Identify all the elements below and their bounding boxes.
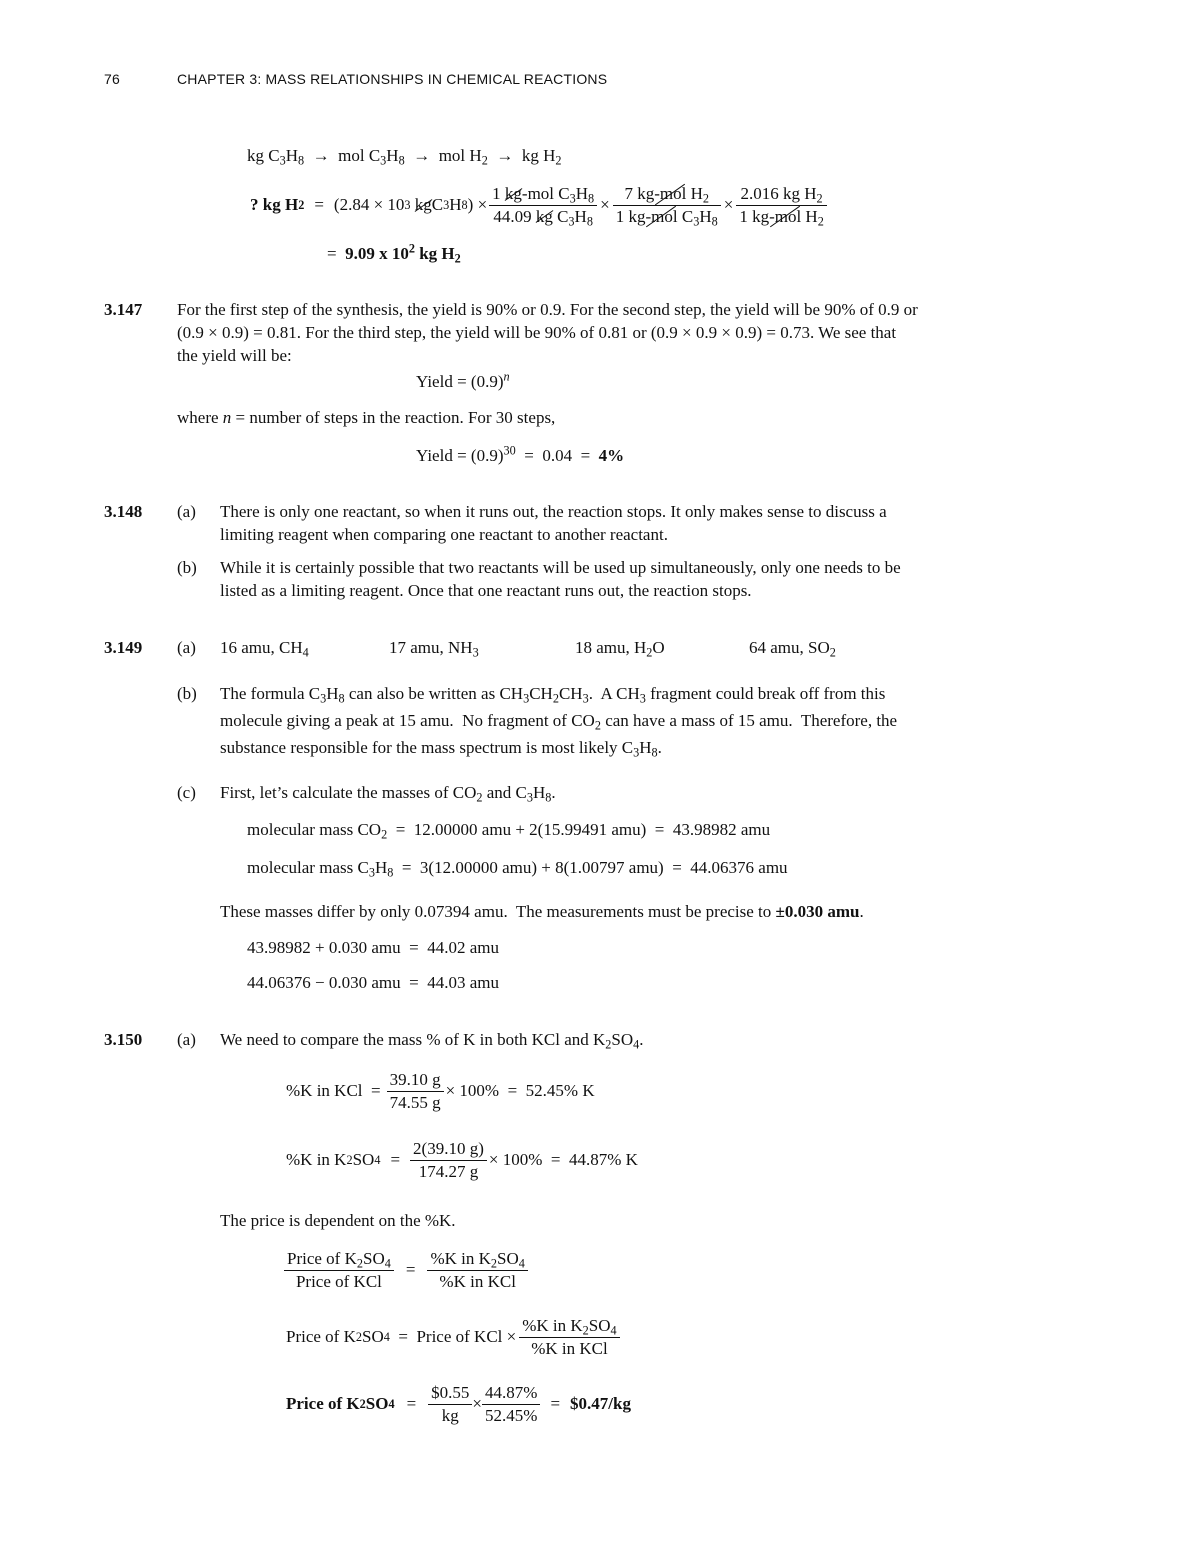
p150-intro: We need to compare the mass % of K in both KCl and $K_2SO_4$. [220, 1030, 644, 1052]
fraction-1: $\frac{1 kg-mol C_3H_8}{44.09 kg C_3H_8}$ [489, 183, 597, 227]
conversion-answer: = 9.09 x $10^2$ kg $H_2$ [327, 241, 461, 266]
problem-number-3-150: 3.150 [104, 1030, 143, 1049]
molecular-mass-c3h8: molecular mass $C_3H_8 = 3(12.00000$ amu) + 8(1.00797 amu) = 44.06376 amu [247, 858, 788, 880]
molecular-mass-co2: molecular mass $CO_2 = 12.00000$ amu + 2(15.99491 amu) = 43.98982 amu [247, 820, 771, 842]
p147-line-3: the yield will be: [177, 346, 292, 365]
yield-result: Yield = $(0.9)^{30} = 0.04 = 4\%$ [416, 443, 625, 465]
percent-k-kcl: %K in KCl = $\frac{39.10 g}{74.55 g}$ × 100% = 52.45% K [286, 1070, 595, 1112]
p149-a-label: (a) [177, 638, 196, 657]
price-answer: Price of K 2 SO 4 = $\frac{\$0.55}{kg}$ × $\frac{44.87\%}{52.45\%}$ = $0.47 /kg [286, 1383, 631, 1425]
problem-number-3-147: 3.147 [104, 300, 143, 319]
conversion-equation: ? kg H 2 = (2.84 × 10 3 kg C 3 H 8 ) × $\frac{1 kg-mol C_3H_8}{44.09 kg C_3H_8}$ × $\frac{7 kg-mol H_2}{1 kg-mol C_3H_8}$ × $\frac{2.016 kg H_2}{1 kg-mol H_2}$ [250, 180, 827, 230]
p149-b-line-2: molecule giving a peak at 15 amu. No fragment of $CO_2$ can have a mass of 15 amu. Therefore, the [220, 711, 898, 733]
mass-item-h2o: 18 amu, $H_2O$ [575, 638, 665, 660]
range-2: 44.06376 − 0.030 amu = 44.03 amu [247, 973, 499, 992]
p148-a-line-1: There is only one reactant, so when it runs out, the reaction stops. It only makes sense to discuss a [220, 502, 887, 521]
chapter-title: CHAPTER 3: MASS RELATIONSHIPS IN CHEMICAL REACTIONS [177, 71, 608, 87]
fraction-3: $\frac{2.016 kg H_2}{1 kg-mol H_2}$ [736, 183, 827, 227]
p147-line-2: (0.9 × 0.9) = 0.81. For the third step, the yield will be 90% of 0.81 or (0.9 × 0.9 × 0.9) = 0.73. We see that [177, 323, 897, 342]
price-solve: Price of K 2 SO 4 = Price of KCl × $\frac{\%K in K_2SO_4}{\text{\%K in KCl}}$ [286, 1312, 620, 1362]
p148-b-line-1: While it is certainly possible that two reactants will be used up simultaneously, only one needs to be [220, 558, 901, 577]
mass-item-so2: 64 amu, $SO_2$ [749, 638, 836, 660]
page-number: 76 [104, 71, 120, 87]
price-ratio: $\frac{Price of K_2SO_4}{\text{Price of KCl}}$ = $\frac{\%K in K_2SO_4}{\text{\%K in KCl}}$ [284, 1245, 528, 1295]
p147-where: where n = number of steps in the reaction. For 30 steps, [177, 408, 556, 427]
p149-b-line-3: substance responsible for the mass spectrum is most likely $C_3H_8$. [220, 738, 662, 760]
p149-c-label: (c) [177, 783, 196, 802]
p148-a-label: (a) [177, 502, 196, 521]
price-intro: The price is dependent on the %K. [220, 1211, 456, 1230]
mass-item-nh3: 17 amu, $NH_3$ [389, 638, 479, 660]
fraction-2: $\frac{7 kg-mol H_2}{1 kg-mol C_3H_8}$ [613, 183, 721, 227]
mass-difference: These masses differ by only 0.07394 amu. The measurements must be precise to ±0.030 amu. [220, 902, 864, 921]
p150-a-label: (a) [177, 1030, 196, 1049]
p148-b-line-2: listed as a limiting reagent. Once that one reactant runs out, the reaction stops. [220, 581, 752, 600]
p149-b-label: (b) [177, 684, 197, 703]
p147-line-1: For the first step of the synthesis, the yield is 90% or 0.9. For the second step, the yield will be 90% of 0.9 or [177, 300, 918, 319]
p148-b-label: (b) [177, 558, 197, 577]
yield-formula: Yield = $(0.9)^n$ [416, 369, 510, 391]
p149-c-line-1: First, let’s calculate the masses of $CO_2$ and $C_3H_8$. [220, 783, 556, 805]
problem-number-3-149: 3.149 [104, 638, 143, 657]
p148-a-line-2: limiting reagent when comparing one reactant to another reactant. [220, 525, 668, 544]
unit-pathway: kg $C_3H_8$ → mol $C_3H_8$ → mol $H_2$ → kg $H_2$ [247, 146, 562, 168]
p149-b-line-1: The formula $C_3H_8$ can also be written as $CH_3CH_2CH_3$. A $CH_3$ fragment could break off from this [220, 684, 886, 706]
problem-number-3-148: 3.148 [104, 502, 143, 521]
mass-item-ch4: 16 amu, $CH_4$ [220, 638, 309, 660]
range-1: 43.98982 + 0.030 amu = 44.02 amu [247, 938, 499, 957]
percent-k-k2so4: %K in K 2 SO 4 = $\frac{2(39.10 g)}{174.27 g}$ × 100% = 44.87% K [286, 1139, 638, 1181]
